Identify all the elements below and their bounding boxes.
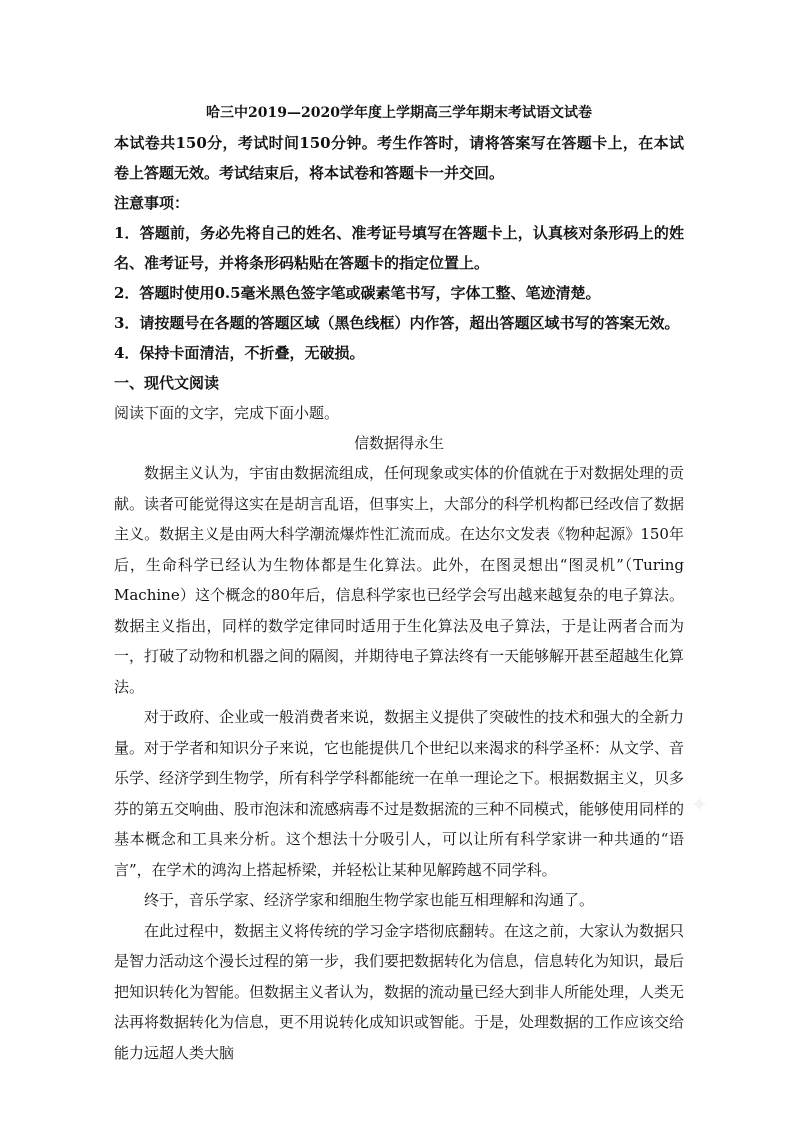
faint-watermark: ✦ [690,793,709,818]
article-paragraph: 对于政府、企业或一般消费者来说，数据主义提供了突破性的技术和强大的全新力量。对于学者和知识分子来说，它也能提供几个世纪以来渴求的科学圣杯：从文学、音乐学、经济学到生物学，所有科学学科都能统一在单一理论之下。根据数据主义，贝多芬的第五交响曲、股市泡沫和流感病毒不过是数据流的三种不同模式，能够使用同样的基本概念和工具来分析。这个想法十分吸引人，可以让所有科学家讲一种共通的“语言”，在学术的鸿沟上搭起桥梁，并轻松让某种见解跨越不同学科。 [114,708,685,879]
document-content [114,98,684,1068]
article-paragraph: 数据主义认为，宇宙由数据流组成，任何现象或实体的价值就在于对数据处理的贡献。读者可能觉得这实在是胡言乱语，但事实上，大部分的科学机构都已经改信了数据主义。数据主义是由两大科学潮流爆炸性汇流而成。在达尔文发表《物种起源》150年后，生命科学已经认为生物体都是生化算法。此外，在图灵想出“图灵机”（Turing Machine）这个概念的80年后，信息科学家也已经学会写出越来越复杂的电子算法。数据主义指出，同样的数学定律同时适用于生化算法及电子算法，于是让两者合而为一，打破了动物和机器之间的隔阂，并期待电子算法终有一天能够解开甚至超越生化算法。 [114,464,685,696]
notice-item-2: 2．答题时使用0.5毫米黑色签字笔或碳素笔书写，字体工整、笔迹清楚。 [114,284,601,302]
notice-heading: 注意事项： [114,194,190,212]
article-title: 信数据得永生 [353,434,444,452]
notice-item-1: 1．答题前，务必先将自己的姓名、准考证号填写在答题卡上，认真核对条形码上的姓名、准考证号，并将条形码粘贴在答题卡的指定位置上。 [114,224,684,272]
reading-instruction: 阅读下面的文字，完成下面小题。 [114,404,340,422]
notice-item-3: 3．请按题号在各题的答题区域（黑色线框）内作答，超出答题区域书写的答案无效。 [114,314,680,332]
article-paragraph: 终于，音乐学家、经济学家和细胞生物学家也能互相理解和沟通了。 [144,891,595,909]
exam-title: 哈三中2019—2020学年度上学期高三学年期末考试语文试卷 [206,105,592,121]
exam-intro: 本试卷共150分，考试时间150分钟。考生作答时，请将答案写在答题卡上，在本试卷上答题无效。考试结束后，将本试卷和答题卡一并交回。 [114,134,684,182]
notice-item-4: 4．保持卡面清洁，不折叠，无破损。 [114,344,365,362]
section-heading: 一、现代文阅读 [114,374,220,392]
article-paragraph: 在此过程中，数据主义将传统的学习金字塔彻底翻转。在这之前，大家认为数据只是智力活动这个漫长过程的第一步，我们要把数据转化为信息，信息转化为知识，最后把知识转化为智能。但数据主义者认为，数据的流动量已经大到非人所能处理，人类无法再将数据转化为信息，更不用说转化成知识或智能。于是，处理数据的工作应该交给能力远超人类大脑 [114,921,685,1062]
